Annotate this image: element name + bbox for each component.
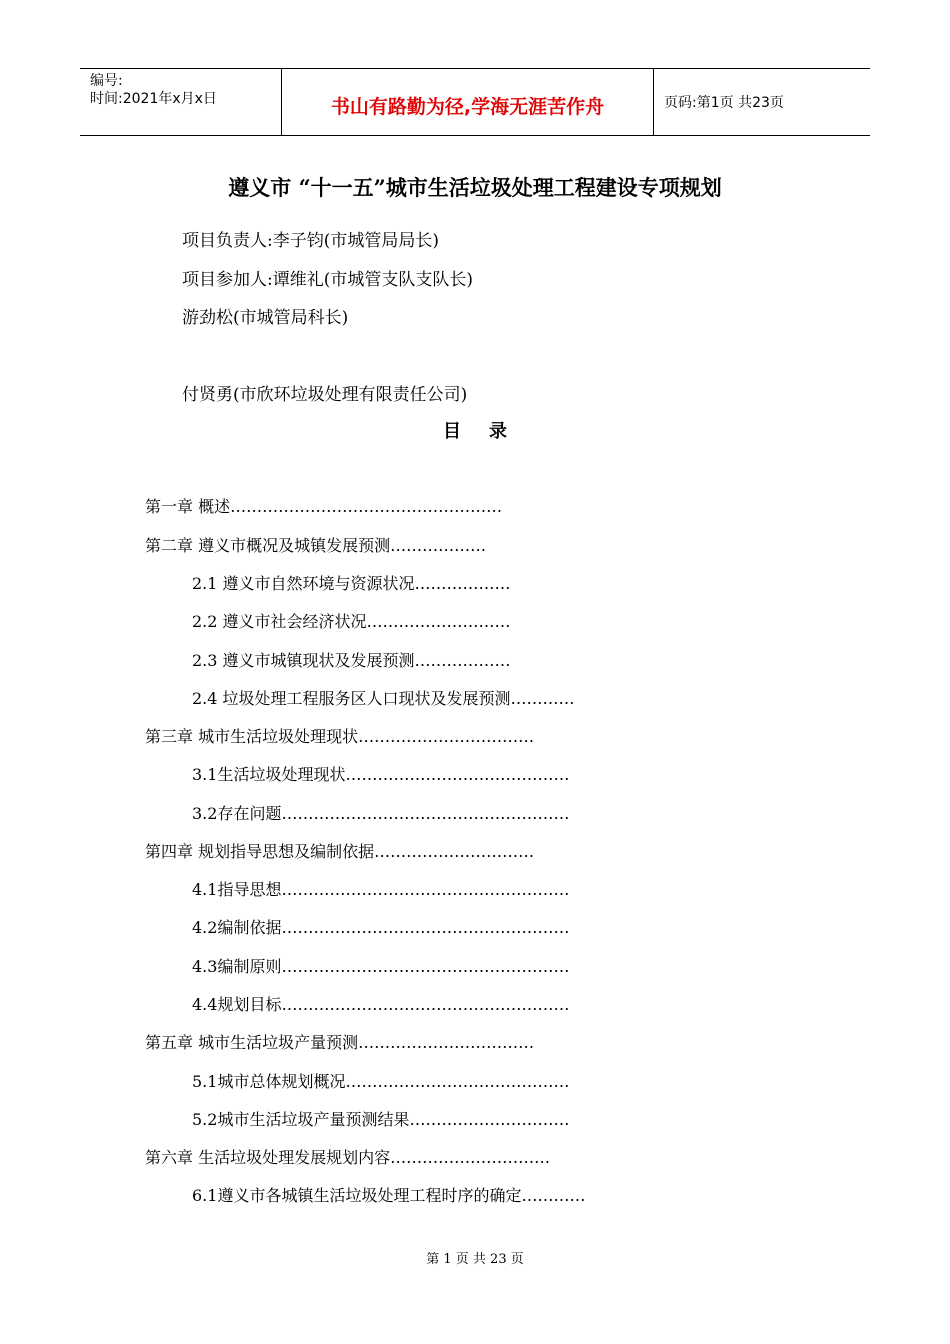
toc-item: 第一章 概述…………………………………………… [145, 497, 503, 516]
header-meta [80, 69, 282, 135]
toc-item: 2.4 垃圾处理工程服务区人口现状及发展预测………… [192, 689, 575, 708]
document-number-label: 编号: [90, 73, 123, 89]
toc-item: 第五章 城市生活垃圾产量预测…………………………… [145, 1033, 535, 1052]
page-footer: 第 1 页 共 23 页 [426, 1252, 524, 1267]
toc-item: 2.3 遵义市城镇现状及发展预测……………… [192, 651, 511, 670]
toc-item: 2.2 遵义市社会经济状况……………………… [192, 612, 511, 631]
toc-item: 5.2城市生活垃圾产量预测结果………………………… [192, 1110, 570, 1129]
toc-item: 第四章 规划指导思想及编制依据………………………… [145, 842, 535, 861]
toc-item: 6.1遵义市各城镇生活垃圾处理工程时序的确定………… [192, 1186, 586, 1205]
header-page-info: 页码:第1页 共23页 [664, 95, 784, 111]
page-header [80, 68, 870, 136]
document-time: 时间:2021年x月x日 [90, 91, 217, 107]
toc-item: 5.1城市总体规划概况…………………………………… [192, 1072, 570, 1091]
toc-item: 4.1指导思想……………………………………………… [192, 880, 570, 899]
toc-item: 2.1 遵义市自然环境与资源状况……………… [192, 574, 511, 593]
toc-item: 3.2存在问题……………………………………………… [192, 804, 570, 823]
toc-item: 第二章 遵义市概况及城镇发展预测……………… [145, 536, 487, 555]
project-leader: 项目负责人:李子钧(市城管局局长) [182, 231, 439, 251]
toc-item: 4.3编制原则……………………………………………… [192, 957, 570, 976]
toc-item: 第六章 生活垃圾处理发展规划内容………………………… [145, 1148, 551, 1167]
toc-item: 4.4规划目标……………………………………………… [192, 995, 570, 1014]
toc-item: 3.1生活垃圾处理现状…………………………………… [192, 765, 570, 784]
toc-item: 4.2编制依据……………………………………………… [192, 918, 570, 937]
toc-item: 第三章 城市生活垃圾处理现状…………………………… [145, 727, 535, 746]
project-participant-2: 游劲松(市城管局科长) [182, 308, 349, 328]
header-motto: 书山有路勤为径,学海无涯苦作舟 [282, 69, 654, 135]
toc-heading: 目录 [443, 421, 535, 442]
project-participant-3: 付贤勇(市欣环垃圾处理有限责任公司) [182, 385, 468, 405]
project-participant: 项目参加人:谭维礼(市城管支队支队长) [182, 270, 473, 290]
document-title: 遵义市 “十一五”城市生活垃圾处理工程建设专项规划 [228, 175, 722, 200]
